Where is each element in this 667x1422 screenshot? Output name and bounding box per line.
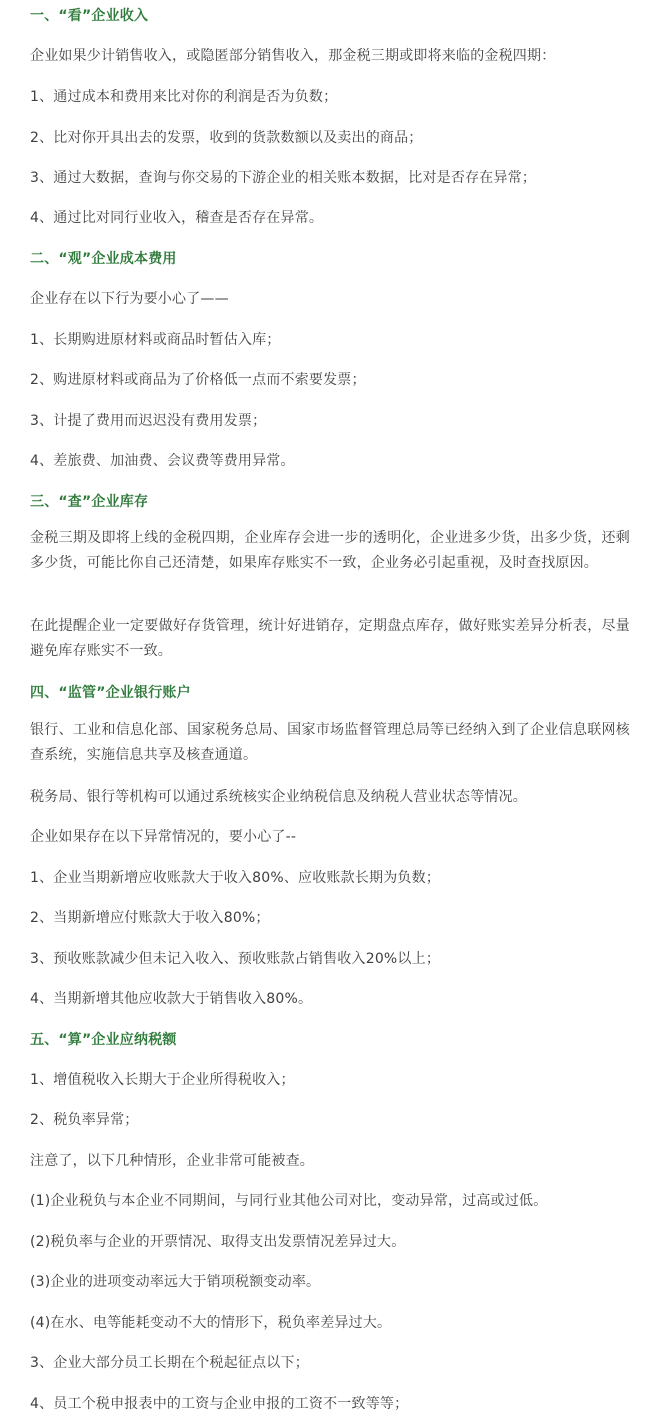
- section-2-item-2: 2、购进原材料或商品为了价格低一点而不索要发票；: [30, 372, 366, 388]
- section-1-item-1: 1、通过成本和费用来比对你的利润是否为负数；: [30, 89, 338, 105]
- section-5-heading: 五、“算”企业应纳税额: [30, 1032, 177, 1048]
- section-3-paragraph-1: 金税三期及即将上线的金税四期，企业库存会进一步的透明化，企业进多少货，出多少货，还剩多少货，可能比你自己还清楚，如果库存账实不一致，企业务必引起重视，及时查找原因。: [30, 530, 630, 571]
- section-4-paragraph-2: 税务局、银行等机构可以通过系统核实企业纳税信息及纳税人营业状态等情况。: [30, 789, 527, 805]
- section-3-heading: 三、“查”企业库存: [30, 494, 149, 510]
- section-2-heading: 二、“观”企业成本费用: [30, 251, 177, 267]
- section-4-heading: 四、“监管”企业银行账户: [30, 685, 191, 701]
- section-5-item-4: 4、员工个税申报表中的工资与企业申报的工资不一致等等；: [30, 1396, 409, 1412]
- section-1-heading: 一、“看”企业收入: [30, 8, 149, 24]
- section-5-item-3: 3、企业大部分员工长期在个税起征点以下；: [30, 1355, 309, 1371]
- section-4-paragraph-1: 银行、工业和信息化部、国家税务总局、国家市场监督管理总局等已经纳入到了企业信息联网核查系统，实施信息共享及核查通道。: [30, 722, 630, 763]
- section-5-note: 注意了，以下几种情形，企业非常可能被查。: [30, 1153, 314, 1169]
- section-5-item-1: 1、增值税收入长期大于企业所得税收入；: [30, 1072, 295, 1088]
- section-2-intro: 企业存在以下行为要小心了——: [30, 291, 229, 307]
- section-4-item-1: 1、企业当期新增应收账款大于收入80%、应收账款长期为负数；: [30, 870, 441, 886]
- section-3-paragraph-2: 在此提醒企业一定要做好存货管理，统计好进销存，定期盘点库存，做好账实差异分析表，尽量避免库存账实不一致。: [30, 618, 630, 659]
- section-5-subitem-4: (4)在水、电等能耗变动不大的情形下，税负率差异过大。: [30, 1315, 392, 1331]
- section-4-item-2: 2、当期新增应付账款大于收入80%；: [30, 910, 270, 926]
- section-2-item-3: 3、计提了费用而迟迟没有费用发票；: [30, 413, 267, 429]
- section-4-intro: 企业如果存在以下异常情况的，要小心了--: [30, 829, 297, 845]
- section-1-item-2: 2、比对你开具出去的发票，收到的货款数额以及卖出的商品；: [30, 130, 423, 146]
- section-5-subitem-3: (3)企业的进项变动率远大于销项税额变动率。: [30, 1274, 321, 1290]
- section-2-item-1: 1、长期购进原材料或商品时暂估入库；: [30, 332, 281, 348]
- section-5-subitem-2: (2)税负率与企业的开票情况、取得支出发票情况差异过大。: [30, 1234, 406, 1250]
- section-4-item-3: 3、预收账款减少但未记入收入、预收账款占销售收入20%以上；: [30, 951, 441, 967]
- section-5-item-2: 2、税负率异常；: [30, 1112, 139, 1128]
- section-4-item-4: 4、当期新增其他应收款大于销售收入80%。: [30, 991, 313, 1007]
- section-1-item-4: 4、通过比对同行业收入，稽查是否存在异常。: [30, 210, 324, 226]
- section-5-subitem-1: (1)企业税负与本企业不同期间，与同行业其他公司对比，变动异常，过高或过低。: [30, 1193, 548, 1209]
- section-1-intro: 企业如果少计销售收入，或隐匿部分销售收入，那金税三期或即将来临的金税四期：: [30, 48, 556, 64]
- section-2-item-4: 4、差旅费、加油费、会议费等费用异常。: [30, 453, 295, 469]
- section-1-item-3: 3、通过大数据，查询与你交易的下游企业的相关账本数据，比对是否存在异常；: [30, 170, 537, 186]
